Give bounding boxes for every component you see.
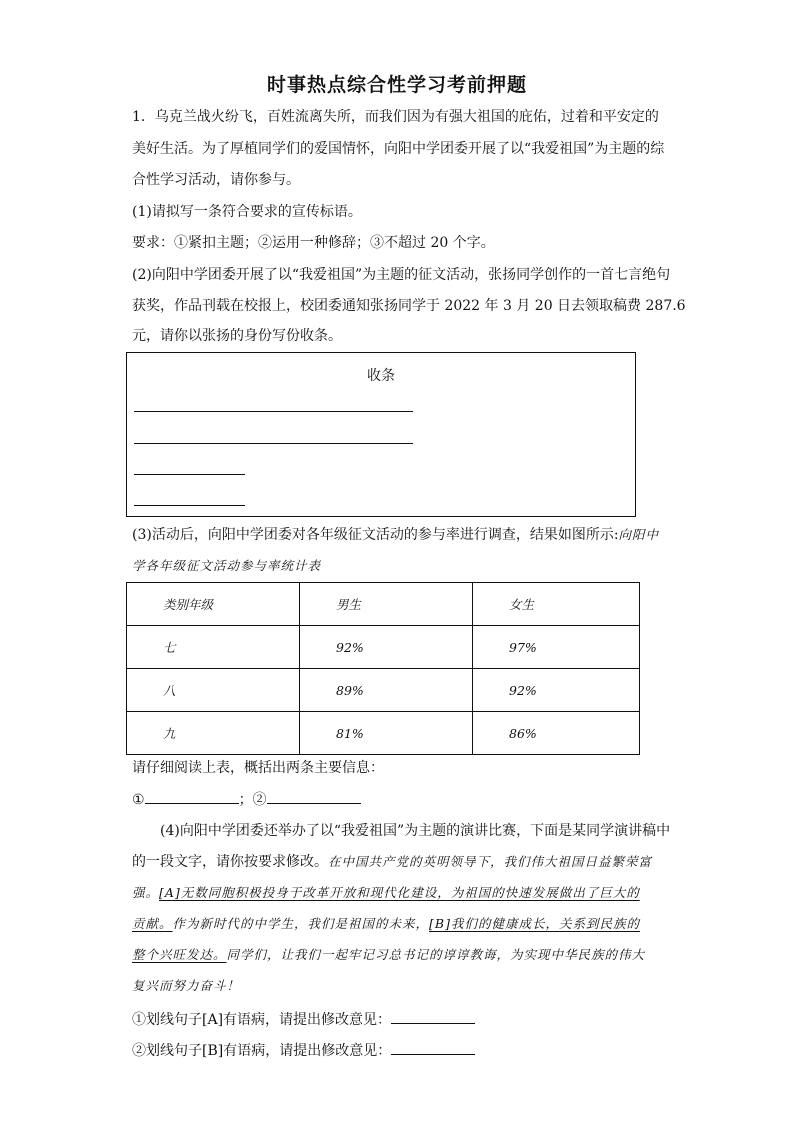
participation-table [126,582,640,755]
table-cell: 九 [127,712,300,755]
speech-text: 作为新时代的中学生，我们是祖国的未来， [172,916,430,931]
speech-text: 复兴而努力奋斗！ [132,978,241,993]
question-4-line-3 [132,883,640,903]
question-1-text: (1)请拟写一条符合要求的宣传标语。 [132,204,362,220]
question-4-line-5 [132,945,645,965]
question-3-answer-row [132,789,361,810]
question-4-sub-2 [132,1040,475,1061]
intro-line-2: 美好生活。为了厚植同学们的爱国情怀，向阳中学团委开展了以“我爱祖国”为主题的综 [132,141,665,157]
question-3-prompt: 请仔细阅读上表，概括出两条主要信息： [132,760,384,776]
question-4-line-1: (4)向阳中学团委还举办了以“我爱祖国”为主题的演讲比赛，下面是某同学演讲稿中 [160,823,671,839]
question-4-line-4 [132,914,640,934]
receipt-box [126,352,636,517]
table-cell: 97% [473,626,640,669]
table-row [127,626,640,669]
answer-blank-b[interactable] [391,1040,475,1055]
question-1-requirement: 要求：①紧扣主题；②运用一种修辞；③不超过 20 个字。 [132,235,495,251]
question-2-line-1: (2)向阳中学团委开展了以“我爱祖国”为主题的征文活动，张扬同学创作的一首七言绝句 [132,267,671,283]
intro-line-3: 合性学习活动，请你参与。 [132,172,300,188]
table-header-cell: 男生 [300,583,473,626]
speech-text: 在中国共产党的英明领导下，我们伟大祖国日益繁荣富 [328,854,653,869]
question-3-intro [132,525,659,545]
intro-line-1: 1．乌克兰战火纷飞，百姓流离失所，而我们因为有强大祖国的庇佑，过着和平安定的 [132,109,659,125]
question-4-line-2 [132,852,652,872]
receipt-answer-line[interactable] [134,411,413,412]
table-cell: 七 [127,626,300,669]
receipt-answer-line[interactable] [134,505,245,506]
sub-question-1-text: ①划线句子[A]有语病，请提出修改意见： [132,1012,392,1028]
table-cell: 92% [473,669,640,712]
table-row [127,712,640,755]
receipt-answer-line[interactable] [134,443,413,444]
table-caption-part-1: 向阳中 [618,527,660,542]
receipt-answer-line[interactable] [134,474,245,475]
page-title: 时事热点综合性学习考前押题 [266,74,527,96]
answer-marker-1: ① [132,792,145,808]
table-header-row [127,583,640,626]
question-4-instruction: 的一段文字，请你按要求修改。 [132,854,328,870]
table-cell: 86% [473,712,640,755]
table-cell: 89% [300,669,473,712]
question-3-intro-text: (3)活动后，向阳中学团委对各年级征文活动的参与率进行调查，结果如图所示: [132,527,619,543]
sub-question-2-text: ②划线句子[B]有语病，请提出修改意见： [132,1043,392,1059]
speech-text: 强。 [132,885,160,900]
table-caption-part-2: 学各年级征文活动参与率统计表 [132,558,322,573]
underlined-sentence-a: 贡献。 [132,916,173,931]
table-header-cell: 女生 [473,583,640,626]
underlined-sentence-b: 整个兴旺发达。 [132,947,227,962]
table-cell: 92% [300,626,473,669]
receipt-title: 收条 [367,368,395,384]
answer-separator: ；② [238,792,267,808]
answer-blank-1[interactable] [145,789,239,804]
question-2-line-2: 获奖，作品刊载在校报上，校团委通知张扬同学于 2022 年 3 月 20 日去领取稿费 287.6 [132,298,686,314]
table-cell: 八 [127,669,300,712]
underlined-sentence-a: [A]无数同胞积极投身于改革开放和现代化建设，为祖国的快速发展做出了巨大的 [159,885,640,900]
question-4-line-6 [132,976,240,996]
question-4-sub-1 [132,1009,475,1030]
answer-blank-2[interactable] [267,789,361,804]
table-cell: 81% [300,712,473,755]
question-2-line-3: 元，请你以张扬的身份写份收条。 [132,328,342,344]
table-row [127,669,640,712]
speech-text: 同学们，让我们一起牢记习总书记的谆谆教诲，为实现中华民族的伟大 [226,947,646,962]
table-header-cell: 类别年级 [127,583,300,626]
answer-blank-a[interactable] [391,1009,475,1024]
underlined-sentence-b: [B]我们的健康成长，关系到民族的 [429,916,640,931]
